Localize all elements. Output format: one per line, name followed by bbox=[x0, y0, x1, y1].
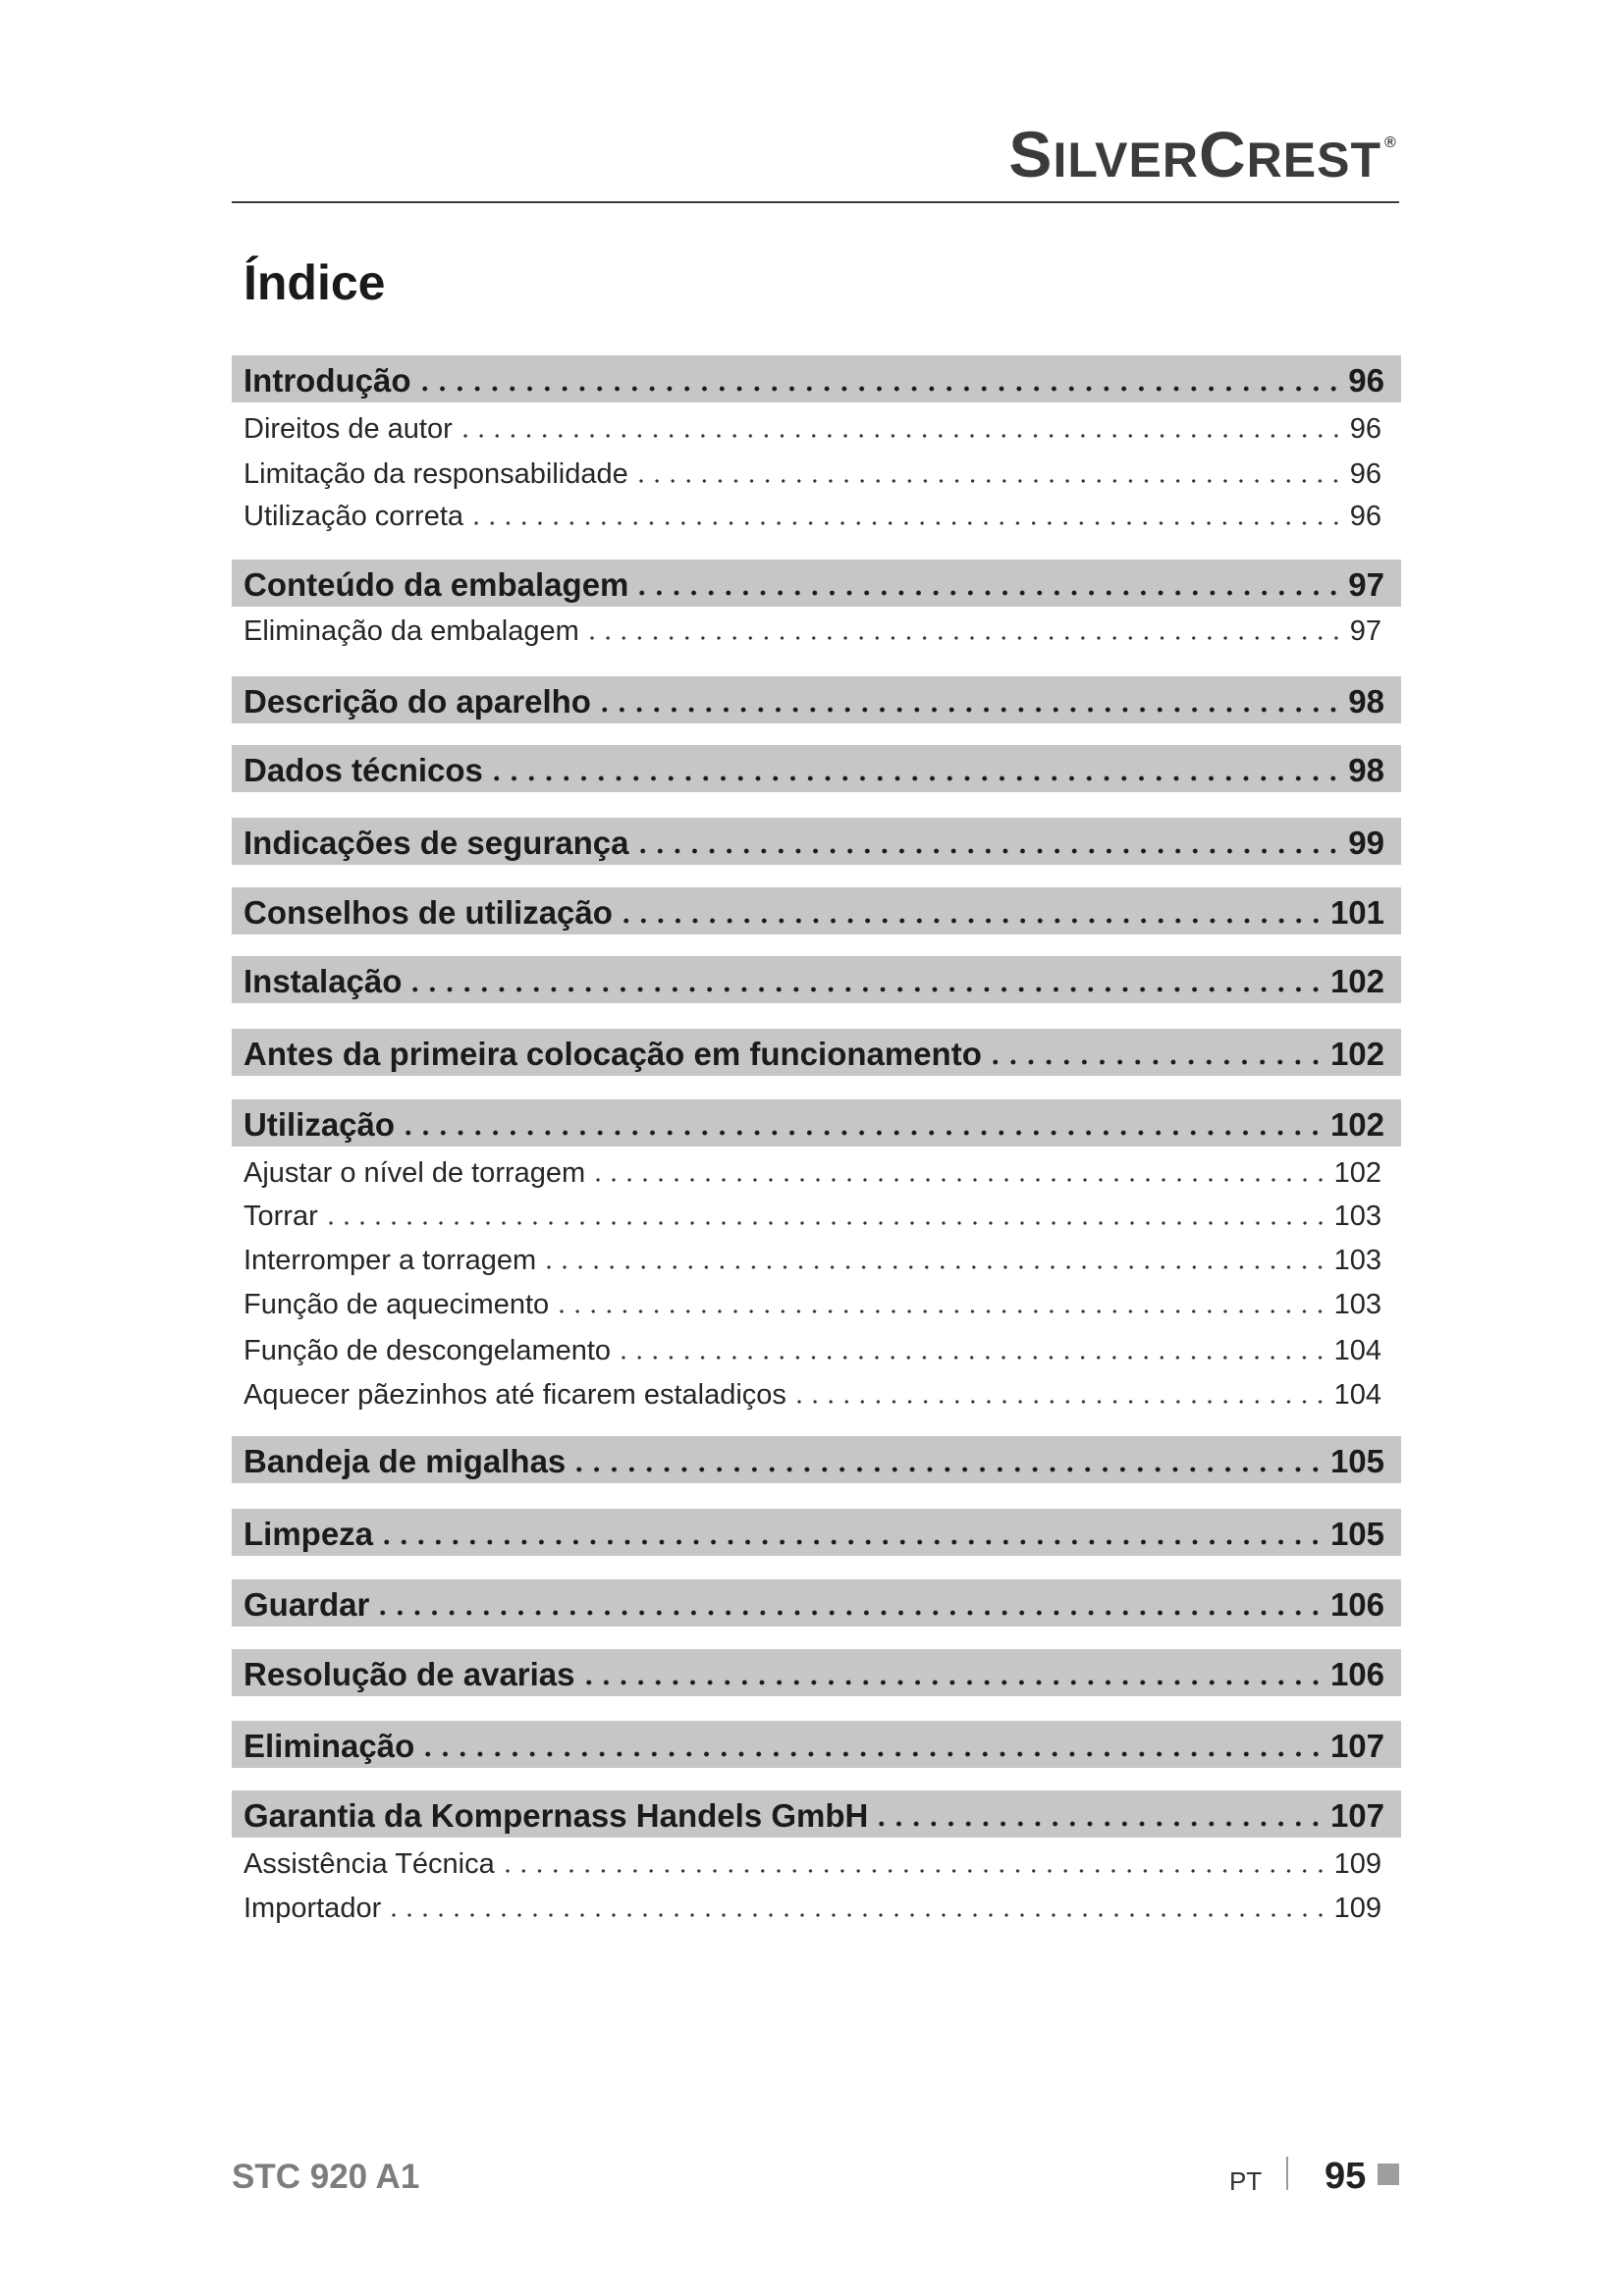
entry-title: Aquecer pãezinhos até ficarem estaladiços bbox=[244, 1379, 786, 1411]
dot-leader bbox=[791, 1394, 1328, 1404]
toc-subentry bbox=[232, 1239, 1401, 1282]
entry-page-number: 102 bbox=[1333, 1157, 1381, 1189]
entry-title: Eliminação da embalagem bbox=[244, 615, 579, 647]
section-title: Antes da primeira colocação em funcionamento bbox=[244, 1036, 982, 1072]
dot-leader bbox=[488, 772, 1342, 781]
logo-word-silver: SILVER bbox=[1008, 118, 1199, 190]
dot-leader bbox=[634, 844, 1343, 854]
section-page-number: 107 bbox=[1329, 1728, 1384, 1764]
entry-title: Função de aquecimento bbox=[244, 1289, 550, 1320]
toc-subentry bbox=[232, 1842, 1401, 1886]
silvercrest-logo bbox=[1008, 118, 1381, 190]
section-page-number: 98 bbox=[1348, 752, 1384, 788]
dot-leader bbox=[323, 1215, 1328, 1225]
dot-leader bbox=[873, 1817, 1325, 1827]
dot-leader bbox=[987, 1055, 1325, 1065]
toc-section-heading bbox=[232, 1579, 1401, 1627]
dot-leader bbox=[541, 1259, 1327, 1269]
section-page-number: 96 bbox=[1348, 362, 1384, 399]
toc-section-heading bbox=[232, 1509, 1401, 1556]
toc-section-heading bbox=[232, 818, 1401, 865]
section-page-number: 98 bbox=[1348, 683, 1384, 720]
section-page-number: 102 bbox=[1329, 963, 1384, 999]
toc-section-heading bbox=[232, 956, 1401, 1003]
toc-section-heading bbox=[232, 1099, 1401, 1147]
dot-leader bbox=[570, 1463, 1325, 1472]
toc-section-heading bbox=[232, 1436, 1401, 1483]
dot-leader bbox=[633, 473, 1344, 483]
dot-leader bbox=[416, 382, 1343, 392]
toc-section-heading bbox=[232, 1029, 1401, 1076]
dot-leader bbox=[386, 1907, 1327, 1917]
entry-title: Função de descongelamento bbox=[244, 1335, 612, 1366]
section-title: Dados técnicos bbox=[244, 752, 483, 788]
section-page-number: 102 bbox=[1329, 1036, 1384, 1072]
dot-leader bbox=[400, 1126, 1325, 1136]
entry-title: Limitação da responsabilidade bbox=[244, 458, 628, 490]
section-title: Indicações de segurança bbox=[244, 825, 629, 861]
page-title: Índice bbox=[244, 255, 386, 310]
dot-leader bbox=[618, 914, 1325, 924]
section-page-number: 102 bbox=[1329, 1106, 1384, 1143]
entry-title: Utilização correta bbox=[244, 501, 464, 532]
toc-subentry bbox=[232, 1151, 1401, 1195]
toc-subentry bbox=[232, 1329, 1401, 1372]
entry-page-number: 96 bbox=[1349, 501, 1381, 532]
section-page-number: 101 bbox=[1329, 894, 1384, 931]
toc-subentry bbox=[232, 1195, 1401, 1238]
page-marker-square bbox=[1378, 2163, 1399, 2185]
toc-subentry bbox=[232, 610, 1401, 653]
page-number: 95 bbox=[1325, 2156, 1367, 2197]
entry-page-number: 103 bbox=[1333, 1201, 1381, 1232]
dot-leader bbox=[458, 428, 1344, 438]
dot-leader bbox=[468, 515, 1344, 525]
dot-leader bbox=[584, 630, 1344, 640]
toc-subentry bbox=[232, 407, 1401, 451]
entry-page-number: 103 bbox=[1333, 1245, 1381, 1276]
entry-page-number: 97 bbox=[1349, 615, 1381, 647]
section-title: Instalação bbox=[244, 963, 403, 999]
logo-word-crest: CREST bbox=[1198, 118, 1381, 190]
entry-page-number: 109 bbox=[1333, 1893, 1381, 1924]
toc-section-heading bbox=[232, 1721, 1401, 1768]
entry-page-number: 96 bbox=[1349, 413, 1381, 445]
section-page-number: 106 bbox=[1329, 1656, 1384, 1692]
header-divider bbox=[232, 201, 1399, 203]
section-title: Garantia da Kompernass Handels GmbH bbox=[244, 1797, 869, 1834]
dot-leader bbox=[374, 1606, 1325, 1616]
dot-leader bbox=[616, 1350, 1328, 1360]
toc-section-heading bbox=[232, 560, 1401, 607]
entry-title: Torrar bbox=[244, 1201, 318, 1232]
toc-subentry bbox=[232, 1283, 1401, 1326]
section-title: Conselhos de utilização bbox=[244, 894, 613, 931]
dot-leader bbox=[406, 983, 1325, 992]
dot-leader bbox=[596, 703, 1342, 713]
dot-leader bbox=[500, 1863, 1328, 1873]
entry-page-number: 104 bbox=[1333, 1379, 1381, 1411]
toc-section-heading bbox=[232, 1790, 1401, 1838]
toc-subentry bbox=[232, 1373, 1401, 1416]
footer-divider bbox=[1286, 2157, 1288, 2190]
entry-title: Interromper a torragem bbox=[244, 1245, 537, 1276]
toc-section-heading bbox=[232, 887, 1401, 934]
section-page-number: 97 bbox=[1348, 566, 1384, 603]
toc-section-heading bbox=[232, 676, 1401, 723]
section-page-number: 99 bbox=[1348, 825, 1384, 861]
section-title: Bandeja de migalhas bbox=[244, 1443, 567, 1479]
toc-subentry bbox=[232, 453, 1401, 496]
entry-title: Ajustar o nível de torragem bbox=[244, 1157, 586, 1189]
section-title: Limpeza bbox=[244, 1516, 374, 1552]
entry-page-number: 96 bbox=[1349, 458, 1381, 490]
dot-leader bbox=[554, 1304, 1327, 1313]
toc-subentry bbox=[232, 1887, 1401, 1930]
section-page-number: 105 bbox=[1329, 1516, 1384, 1552]
entry-title: Importador bbox=[244, 1893, 382, 1924]
section-title: Utilização bbox=[244, 1106, 396, 1143]
entry-title: Direitos de autor bbox=[244, 413, 453, 445]
entry-title: Assistência Técnica bbox=[244, 1848, 495, 1880]
entry-page-number: 104 bbox=[1333, 1335, 1381, 1366]
section-title: Conteúdo da embalagem bbox=[244, 566, 629, 603]
section-title: Descrição do aparelho bbox=[244, 683, 591, 720]
section-page-number: 107 bbox=[1329, 1797, 1384, 1834]
entry-page-number: 103 bbox=[1333, 1289, 1381, 1320]
toc-section-heading bbox=[232, 1649, 1401, 1696]
dot-leader bbox=[633, 586, 1342, 596]
entry-page-number: 109 bbox=[1333, 1848, 1381, 1880]
registered-trademark-mark: ® bbox=[1384, 134, 1396, 151]
language-code: PT bbox=[1229, 2166, 1263, 2196]
section-title: Eliminação bbox=[244, 1728, 415, 1764]
section-title: Resolução de avarias bbox=[244, 1656, 575, 1692]
dot-leader bbox=[580, 1676, 1325, 1685]
section-page-number: 106 bbox=[1329, 1586, 1384, 1623]
toc-subentry bbox=[232, 495, 1401, 538]
dot-leader bbox=[419, 1747, 1325, 1757]
toc-section-heading bbox=[232, 355, 1401, 402]
model-number: STC 920 A1 bbox=[232, 2158, 420, 2196]
toc-section-heading bbox=[232, 745, 1401, 792]
dot-leader bbox=[378, 1535, 1325, 1545]
section-page-number: 105 bbox=[1329, 1443, 1384, 1479]
section-title: Introdução bbox=[244, 362, 411, 399]
section-title: Guardar bbox=[244, 1586, 370, 1623]
dot-leader bbox=[590, 1172, 1327, 1182]
